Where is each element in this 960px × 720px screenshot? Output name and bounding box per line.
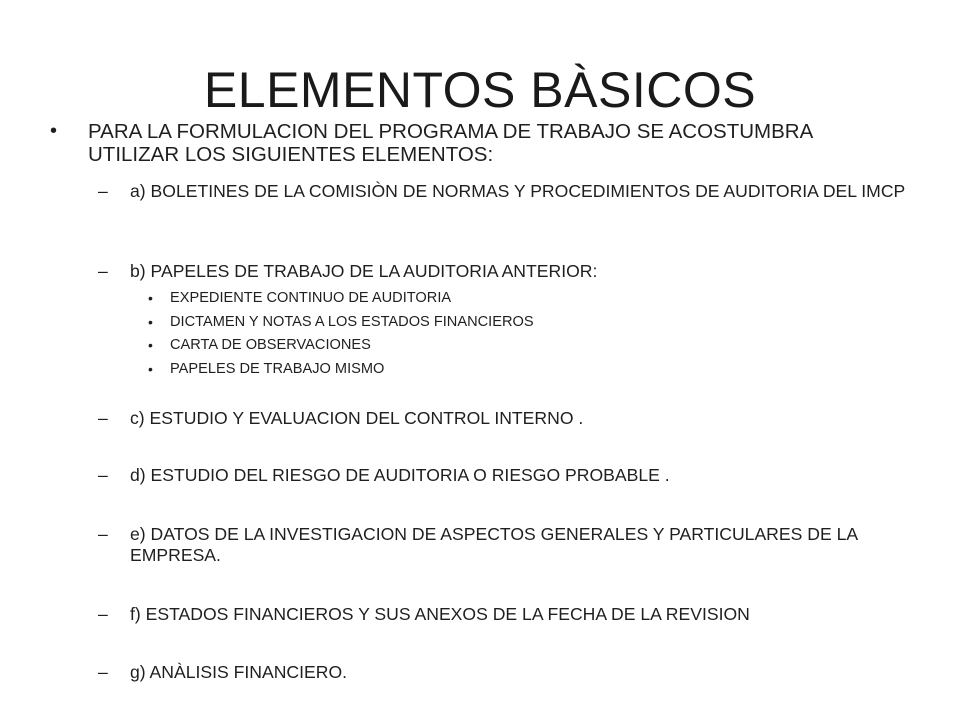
bullet-text: PAPELES DE TRABAJO MISMO: [170, 361, 385, 377]
bullet-marker: •: [148, 290, 153, 306]
bullet-text: g) ANÀLISIS FINANCIERO.: [130, 662, 348, 682]
dash-marker: –: [98, 261, 108, 281]
bullet-item-level-2: [98, 524, 910, 566]
bullet-item-level-2: [98, 604, 910, 625]
bullet-item-level-3: [148, 360, 870, 378]
bullet-text: CARTA DE OBSERVACIONES: [170, 337, 371, 353]
dash-marker: –: [98, 181, 108, 201]
bullet-item-level-2: [98, 261, 910, 282]
dash-marker: –: [98, 662, 108, 682]
bullet-text: PARA LA FORMULACION DEL PROGRAMA DE TRABAJO SE ACOSTUMBRA UTILIZAR LOS SIGUIENTES ELEMENTOS:: [88, 120, 813, 166]
bullet-text: c) ESTUDIO Y EVALUACION DEL CONTROL INTERNO .: [130, 408, 584, 428]
bullet-marker: •: [148, 337, 153, 353]
bullet-item-level-2: [98, 662, 910, 683]
dash-marker: –: [98, 465, 108, 485]
bullet-item-level-2: [98, 408, 910, 429]
bullet-marker: •: [148, 361, 153, 377]
bullet-text: f) ESTADOS FINANCIEROS Y SUS ANEXOS DE LA FECHA DE LA REVISION: [130, 604, 750, 624]
bullet-text: e) DATOS DE LA INVESTIGACION DE ASPECTOS GENERALES Y PARTICULARES DE LA EMPRESA.: [130, 524, 858, 565]
bullet-text: a) BOLETINES DE LA COMISIÒN DE NORMAS Y PROCEDIMIENTOS DE AUDITORIA DEL IMCP: [130, 181, 906, 201]
bullet-item-level-3: [148, 313, 870, 331]
bullet-text: b) PAPELES DE TRABAJO DE LA AUDITORIA ANTERIOR:: [130, 261, 598, 281]
bullet-marker: •: [148, 314, 153, 330]
bullet-text: d) ESTUDIO DEL RIESGO DE AUDITORIA O RIESGO PROBABLE .: [130, 465, 670, 485]
dash-marker: –: [98, 604, 108, 624]
bullet-text: EXPEDIENTE CONTINUO DE AUDITORIA: [170, 290, 452, 306]
bullet-marker: •: [50, 120, 58, 142]
bullet-item-level-2: [98, 181, 910, 202]
dash-marker: –: [98, 524, 108, 544]
dash-marker: –: [98, 408, 108, 428]
bullet-item-level-2: [98, 465, 910, 486]
bullet-item-level-3: [148, 336, 870, 354]
bullet-item-level-3: [148, 289, 870, 307]
slide-title: ELEMENTOS BÀSICOS: [203, 62, 757, 118]
bullet-text: DICTAMEN Y NOTAS A LOS ESTADOS FINANCIEROS: [170, 314, 534, 330]
bullet-item-level-1: [50, 120, 888, 166]
